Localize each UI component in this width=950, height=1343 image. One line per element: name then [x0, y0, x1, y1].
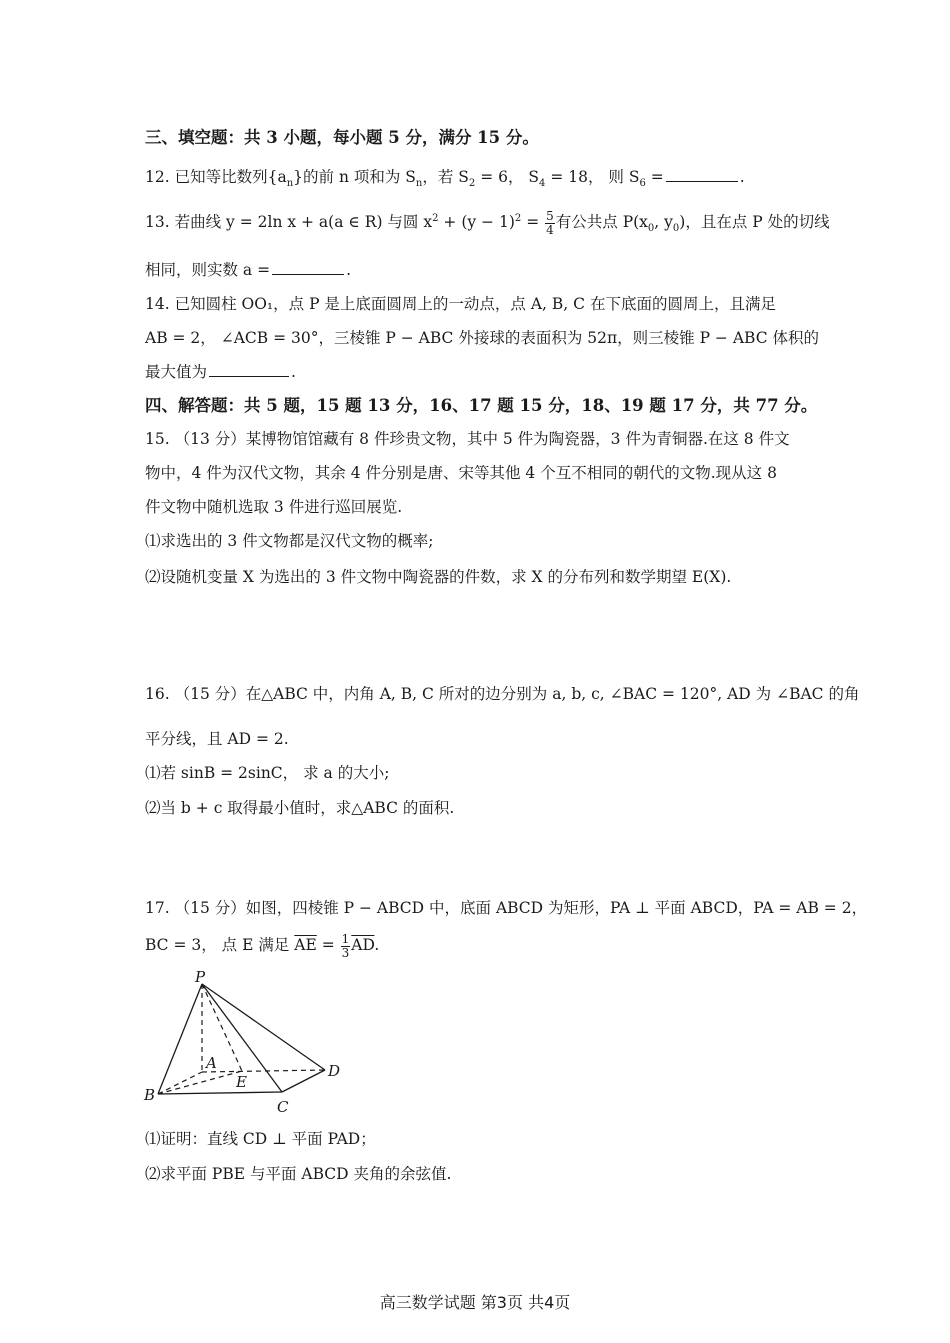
question-17-line1: 17. （15 分）如图，四棱锥 P − ABCD 中，底面 ABCD 为矩形，PA ⊥ 平面 ABCD，PA = AB = 2， — [145, 899, 868, 917]
label-e: E — [236, 1073, 247, 1091]
question-17-part1: ⑴证明：直线 CD ⊥ 平面 PAD； — [145, 1130, 376, 1148]
question-16-line2: 平分线，且 AD = 2. — [145, 730, 289, 748]
q12-text-d: = 6， S — [475, 168, 540, 186]
edge-ba-hidden — [158, 1072, 202, 1094]
q12-end: . — [739, 168, 745, 186]
question-16-line1: 16. （15 分）在△ABC 中，内角 A, B, C 所对的边分别为 a, b, c, ∠BAC = 120°, AD 为 ∠BAC 的角 — [145, 685, 860, 703]
question-15-part2: ⑵设随机变量 X 为选出的 3 件文物中陶瓷器的件数，求 X 的分布列和数学期望 E(X). — [145, 568, 732, 586]
q13-text-line2: 相同，则实数 a = — [145, 261, 271, 279]
q12-text-f: = — [645, 168, 664, 186]
q17-frac-den: 3 — [341, 945, 350, 960]
question-14-line3 — [145, 363, 296, 382]
label-p: P — [195, 970, 206, 986]
question-13-line2 — [145, 261, 351, 280]
q12-text-c: ，若 S — [422, 168, 469, 186]
q14-number: 14. — [145, 295, 170, 313]
question-17-line2 — [145, 933, 379, 959]
q12-sub-4: 4 — [539, 178, 546, 190]
edge-be-hidden — [158, 1071, 242, 1094]
pyramid-figure — [140, 970, 360, 1120]
edge-ad-hidden — [202, 1070, 325, 1072]
q12-text-e: = 18， 则 S — [545, 168, 640, 186]
q12-sub-6: 6 — [639, 178, 646, 190]
q17-text-a: BC = 3， 点 E 满足 — [145, 936, 290, 955]
question-15-line1: 15. （13 分）某博物馆馆藏有 8 件珍贵文物，其中 5 件为陶瓷器，3 件为青铜器.在这 8 件文 — [145, 430, 790, 448]
q17-vector-ae: $\overline{AE}$ — [294, 936, 317, 955]
question-15-line3: 件文物中随机选取 3 件进行巡回展览. — [145, 498, 403, 516]
question-12 — [145, 168, 745, 191]
q13-text-f: )，且在点 P 处的切线 — [679, 213, 830, 232]
q13-end: . — [346, 261, 352, 279]
label-b: B — [144, 1086, 156, 1104]
q13-text-e: , y — [654, 213, 673, 232]
edge-pb — [158, 984, 202, 1094]
q13-sub-0a: 0 — [647, 223, 655, 235]
q12-sub-n2: n — [415, 178, 423, 190]
q14-answer-blank[interactable] — [209, 375, 289, 377]
q13-text-c: = — [521, 213, 540, 232]
q17-end: . — [374, 936, 380, 955]
edge-pd — [202, 984, 325, 1070]
q12-answer-blank[interactable] — [666, 180, 738, 182]
question-17-part2: ⑵求平面 PBE 与平面 ABCD 夹角的余弦值. — [145, 1165, 452, 1183]
q12-sub-2: 2 — [468, 178, 476, 190]
q14-text-line3: 最大值为 — [145, 363, 208, 381]
q14-end: . — [291, 363, 296, 381]
question-16-part1: ⑴若 sinB = 2sinC， 求 a 的大小; — [145, 764, 390, 782]
q13-text-d: 有公共点 P(x — [555, 213, 648, 232]
q13-answer-blank[interactable] — [272, 273, 344, 275]
edge-bc — [158, 1092, 282, 1094]
question-15-line2: 物中，4 件为汉代文物，其余 4 件分别是唐、宋等其他 4 个互不相同的朝代的文物.现从这 8 — [145, 464, 777, 482]
q12-text-a: 已知等比数列{a — [174, 168, 287, 186]
section-heading-solutions: 四、解答题：共 5 题，15 题 13 分，16、17 题 15 分，18、19 题 17 分，共 77 分。 — [145, 396, 818, 415]
q17-eq: = — [316, 936, 335, 955]
label-c: C — [277, 1098, 289, 1116]
section-heading-fill-in: 三、填空题：共 3 小题，每小题 5 分，满分 15 分。 — [145, 128, 539, 147]
q14-text-line1: 已知圆柱 OO₁，点 P 是上底面圆周上的一动点，点 A, B, C 在下底面的圆周上，且满足 — [174, 295, 776, 313]
q17-frac-num: 1 — [341, 932, 350, 946]
q17-fraction — [341, 933, 351, 959]
q13-sub-0b: 0 — [672, 223, 680, 235]
q12-text-b: }的前 n 项和为 S — [293, 168, 416, 186]
q13-frac-num: 5 — [546, 209, 554, 223]
question-15-part1: ⑴求选出的 3 件文物都是汉代文物的概率; — [145, 532, 434, 550]
q13-text-b: + (y − 1) — [438, 213, 515, 232]
page-footer: 高三数学试题 第3页 共4页 — [379, 1293, 571, 1312]
q13-fraction — [545, 210, 555, 236]
label-d: D — [328, 1062, 341, 1080]
question-14-line1 — [145, 295, 776, 314]
q13-frac-den: 4 — [546, 222, 554, 237]
question-16-part2: ⑵当 b + c 取得最小值时，求△ABC 的面积. — [145, 799, 455, 817]
question-13-line1 — [145, 210, 830, 236]
question-14-line2: AB = 2， ∠ACB = 30°，三棱锥 P − ABC 外接球的表面积为 52π，则三棱锥 P − ABC 体积的 — [145, 329, 820, 347]
q12-sub-n: n — [286, 178, 294, 190]
q12-number: 12. — [145, 168, 170, 186]
q13-sup-2b: 2 — [514, 212, 522, 224]
edge-cd — [282, 1070, 325, 1092]
q17-vector-ad: $\overline{AD}$ — [351, 936, 375, 955]
q13-number: 13. — [145, 213, 170, 232]
label-a: A — [206, 1054, 217, 1072]
q13-sup-2a: 2 — [432, 212, 439, 224]
q13-text-a: 若曲线 y = 2ln x + a(a ∈ R) 与圆 x — [174, 213, 433, 232]
